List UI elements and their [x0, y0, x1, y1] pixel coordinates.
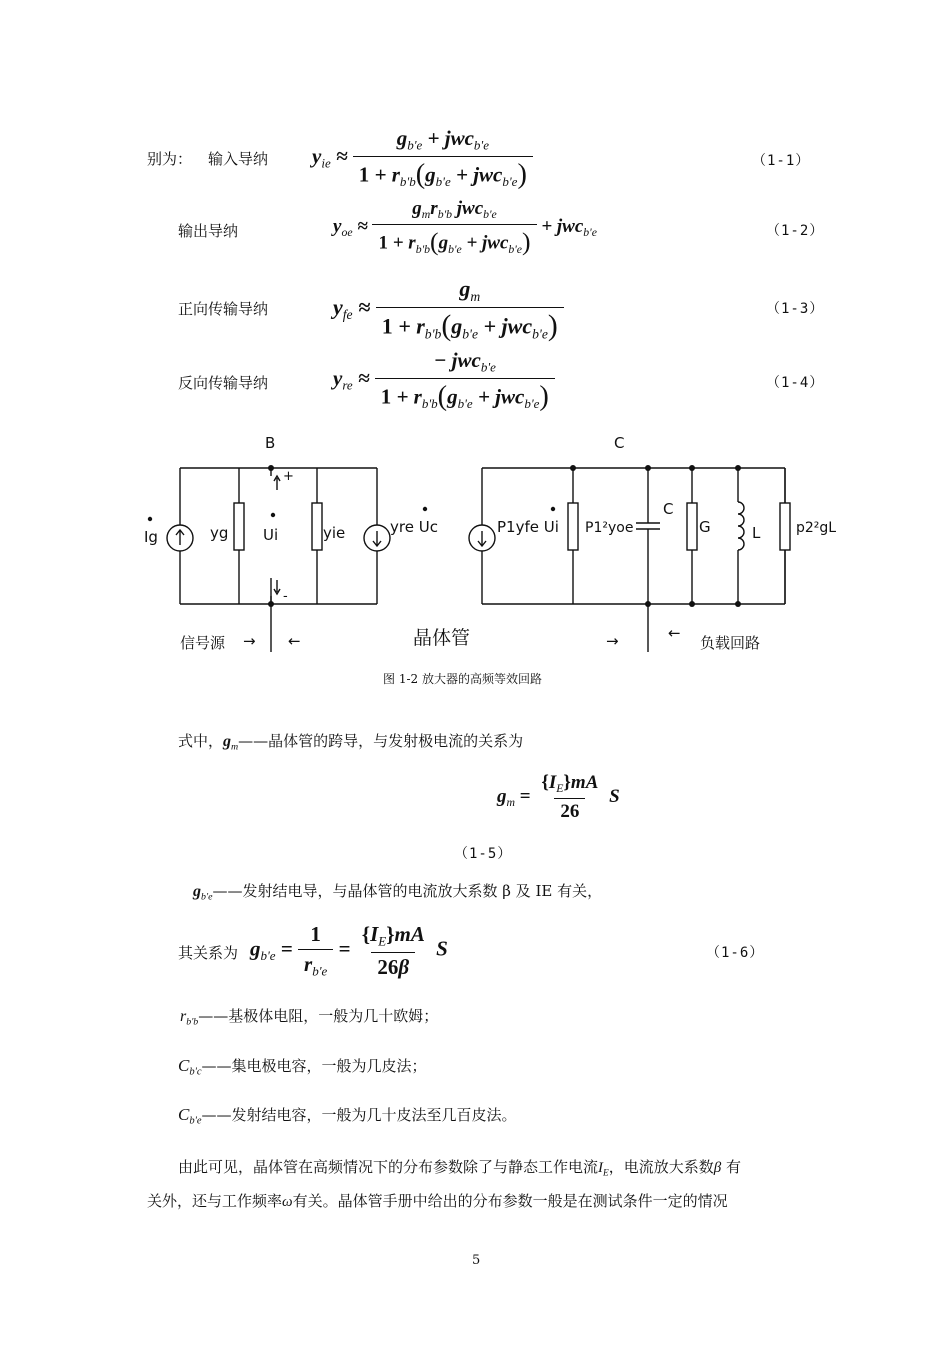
ig-label: Ig — [144, 528, 158, 546]
node-c-label: C — [614, 434, 625, 452]
eq4-number: （1-4） — [766, 375, 825, 391]
para2-part-b: 有关。晶体管手册中给出的分布参数一般是在测试条件一定的情况 — [292, 1192, 728, 1210]
g-label: G — [699, 518, 711, 536]
source-arrow: → — [243, 632, 256, 650]
gl-label: p2²gL — [796, 520, 837, 536]
equation-1-2: $y_{oe}$ ≈ $\frac{g_mr_{b'b} jwc_{b'e}}{1 + r_{b'b}(g_{b'e} + jwc_{b'e})}$ + jwc$_{b'e}$ — [333, 198, 597, 257]
cbe-symbol: $C_{b'e}$ — [178, 1105, 202, 1127]
plus-sign: + — [283, 469, 294, 484]
section-load-label: 负载回路 — [700, 634, 761, 652]
minus-sign: - — [283, 589, 288, 604]
yg-element — [234, 503, 244, 550]
yie-label: yie — [323, 524, 346, 542]
transistor-right-arrow: → — [606, 632, 619, 650]
gm-description: ——晶体管的跨导，与发射极电流的关系为 — [238, 732, 524, 750]
eq4-label: 反向传输导纳 — [178, 374, 269, 392]
transistor-left-arrow: ← — [288, 632, 301, 650]
yoe-element — [568, 503, 578, 550]
node-b-label: B — [265, 434, 276, 452]
para1-part-b: ，电流放大系数 — [608, 1158, 714, 1176]
rbb-line — [180, 1005, 438, 1027]
gl-element — [780, 503, 790, 550]
equation-1-5: $g_m$ = $\frac{\{I_E\}mA}{26}$ S — [497, 772, 620, 823]
cbc-description: ——集电极电容，一般为几皮法； — [201, 1057, 427, 1075]
eq6-prefix: 其关系为 — [178, 944, 239, 962]
paragraph-line-2 — [147, 1184, 728, 1219]
omega-symbol: ω — [282, 1194, 293, 1210]
rbb-symbol: $r_{b'b}$ — [180, 1008, 199, 1028]
ui-left-label: Ui — [263, 526, 279, 544]
eq5-number: （1-5） — [454, 846, 513, 862]
equation-1-6: $g_{b'e}$ = $\frac{1}{r_{b'e}}$ = $\frac{\{I_E\}mA}{26\beta}$ S — [250, 922, 448, 979]
beta-symbol: β — [713, 1160, 722, 1176]
gbe-line — [193, 880, 602, 902]
section-source-label: 信号源 — [180, 634, 226, 652]
para1-part-a: 由此可见，晶体管在高频情况下的分布参数除了与静态工作电流 — [178, 1158, 599, 1176]
equation-1-3: $y_{fe}$ ≈ $\frac{g_m}{1 + r_{b'b}(g_{b'e} + jwc_{b'e})}$ — [333, 276, 564, 343]
cbc-symbol: $C_{b'c}$ — [178, 1056, 202, 1078]
eq1-number: （1-1） — [752, 153, 811, 169]
inductor-label: L — [752, 524, 761, 542]
capacitor-label: C — [663, 500, 674, 518]
para1-part-c: 有 — [725, 1158, 741, 1176]
gm-symbol: $g_m$ — [223, 733, 239, 753]
yie-element — [312, 503, 322, 550]
rbb-description: ——基极体电阻，一般为几十欧姆； — [198, 1007, 439, 1025]
load-arrow: ← — [668, 624, 681, 642]
yg-label: yg — [210, 524, 229, 542]
cbc-line — [178, 1055, 427, 1078]
eq2-number: （1-2） — [766, 223, 825, 239]
eq1-label: 输入导纳 — [208, 150, 269, 168]
intro-prefix: 别为： — [147, 150, 193, 168]
gbe-description: ——发射结电导，与晶体管的电流放大系数 β 及 IE 有关， — [212, 882, 603, 900]
equivalent-circuit-diagram — [140, 428, 840, 668]
gm-line — [178, 730, 523, 752]
yoe-label: P1²yoe — [585, 520, 634, 536]
eq6-number: （1-6） — [706, 945, 765, 961]
gm-prefix: 式中， — [178, 732, 224, 750]
eq3-number: （1-3） — [766, 301, 825, 317]
ie-symbol: $I_E$ — [598, 1160, 609, 1179]
inductor-coil — [738, 502, 744, 550]
figure-caption: 图 1-2 放大器的高频等效回路 — [383, 672, 542, 686]
gbe-symbol: $g_{b'e}$ — [193, 883, 213, 903]
eq2-label: 输出导纳 — [178, 222, 239, 240]
page-number: 5 — [472, 1253, 481, 1268]
equation-1-1: $y_{ie}$ ≈ $\frac{g_{b'e} + jwc_{b'e}}{1 + r_{b'b}(g_{b'e} + jwc_{b'e})}$ — [312, 126, 533, 191]
yre-uc-label: yre Uc — [390, 518, 438, 536]
section-transistor-label: 晶体管 — [413, 627, 471, 649]
cbe-line — [178, 1104, 517, 1127]
yfe-ui-label: P1yfe Ui — [497, 518, 559, 536]
equation-1-4: $y_{re}$ ≈ $\frac{- jwc_{b'e}}{1 + r_{b'b}(g_{b'e} + jwc_{b'e})}$ — [333, 348, 555, 413]
eq3-label: 正向传输导纳 — [178, 300, 269, 318]
para2-part-a: 关外，还与工作频率 — [147, 1192, 283, 1210]
g-element — [687, 503, 697, 550]
cbe-description: ——发射结电容，一般为几十皮法至几百皮法。 — [201, 1106, 517, 1124]
